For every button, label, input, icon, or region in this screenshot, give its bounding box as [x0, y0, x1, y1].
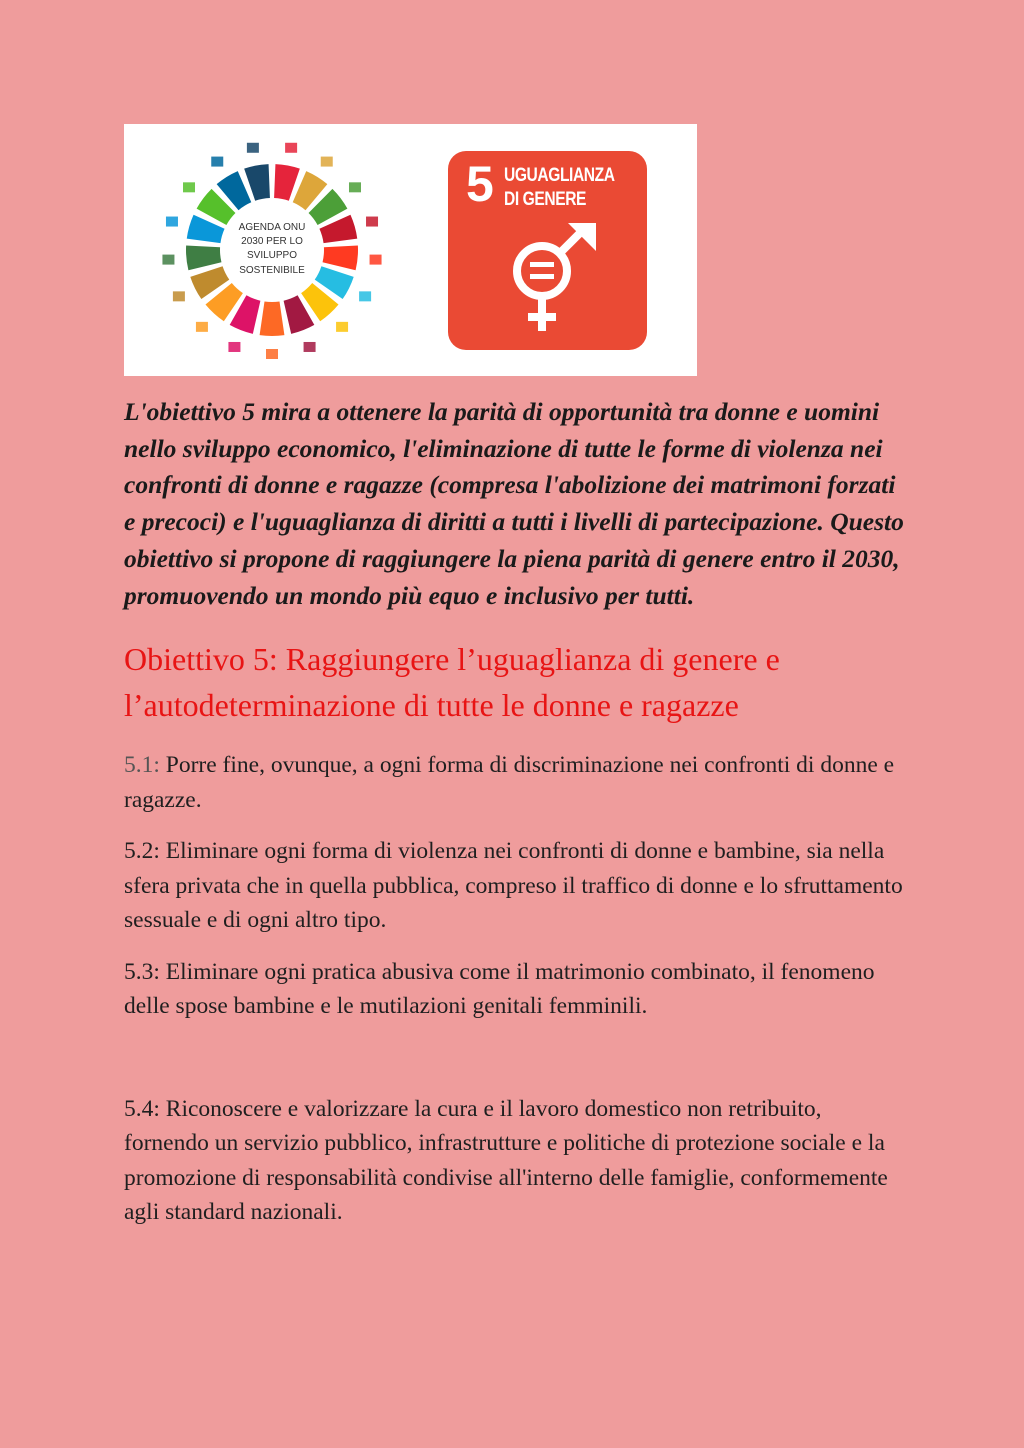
target-5-1: [124, 748, 904, 817]
wheel-goal-icon-16: [211, 157, 223, 167]
wheel-goal-icon-15: [183, 182, 195, 192]
wheel-goal-icon-9: [266, 349, 278, 359]
target-5-3: [124, 955, 904, 1024]
target-text: Porre fine, ovunque, a ogni forma di discriminazione nei confronti di donne e ragazze.: [124, 752, 895, 813]
target-label: 5.4:: [124, 1095, 160, 1122]
intro-paragraph: L'obiettivo 5 mira a ottenere la parità di opportunità tra donne e uomini nello sviluppo economico, l'eliminazione di tutte le forme di violenza nei confronti di donne e ragazze (compresa l'abolizione dei matrimoni forzati e precoci) e l'uguaglianza di diritti a tutti i livelli di partecipazione. Questo obiettivo si propone di raggiungere la piena parità di genere entro il 2030, promuovendo un mondo più equo e inclusivo per tutti.: [124, 397, 904, 610]
sdg5-badge: [448, 151, 647, 350]
wheel-goal-icon-14: [166, 217, 178, 227]
target-text: Eliminare ogni pratica abusiva come il matrimonio combinato, il fenomeno delle spose bambine e le mutilazioni genitali femminili.: [124, 958, 875, 1020]
wheel-center-line-2: 2030 PER LO: [241, 236, 303, 247]
wheel-goal-icon-6: [359, 291, 371, 301]
target-label: 5.3:: [124, 958, 160, 985]
target-label: 5.1:: [124, 752, 160, 779]
wheel-center-line-4: SOSTENIBILE: [239, 265, 305, 276]
wheel-goal-icon-5: [370, 255, 382, 265]
sdg-wheel-logo: [154, 132, 390, 368]
wheel-goal-icon-2: [321, 157, 333, 167]
target-text: Eliminare ogni forma di violenza nei confronti di donne e bambine, sia nella sfera privata che in quella pubblica, compreso il traffico di donne e lo sfruttamento sessuale e di ogni altro tipo.: [124, 838, 903, 934]
wheel-center-line-3: SVILUPPO: [246, 250, 298, 261]
wheel-goal-icon-10: [228, 342, 240, 352]
page: [124, 124, 904, 1230]
wheel-segment-5: [323, 245, 358, 270]
wheel-center-line-1: AGENDA ONU: [238, 222, 306, 233]
target-5-2: [124, 834, 904, 938]
wheel-goal-icon-4: [366, 217, 378, 227]
target-text: Riconoscere e valorizzare la cura e il lavoro domestico non retribuito, fornendo un servizio pubblico, infrastrutture e politiche di protezione sociale e la promozione di responsabilità condivise all'interno delle famiglie, conformemente agli standard nazionali.: [124, 1095, 888, 1226]
wheel-goal-icon-11: [196, 322, 208, 332]
sdg5-title-line2: DI GENERE: [504, 189, 587, 210]
wheel-goal-icon-8: [304, 342, 316, 352]
gender-equality-icon: [504, 219, 604, 339]
wheel-segment-9: [260, 301, 285, 336]
wheel-goal-icon-13: [162, 255, 174, 265]
wheel-goal-icon-3: [349, 182, 361, 192]
goal-heading: Obiettivo 5: Raggiungere l’uguaglianza di genere e l’autodeterminazione di tutte le donne e ragazze: [124, 641, 780, 724]
target-5-4: [124, 1092, 904, 1230]
wheel-goal-icon-12: [173, 291, 185, 301]
wheel-goal-icon-7: [336, 322, 348, 332]
wheel-segment-13: [186, 245, 221, 270]
target-label: 5.2:: [124, 838, 160, 865]
wheel-goal-icon-17: [247, 143, 259, 153]
hero-image: [124, 124, 697, 376]
wheel-goal-icon-1: [285, 143, 297, 153]
sdg5-number: 5: [466, 156, 494, 212]
sdg5-title-line1: UGUAGLIANZA: [504, 165, 615, 186]
